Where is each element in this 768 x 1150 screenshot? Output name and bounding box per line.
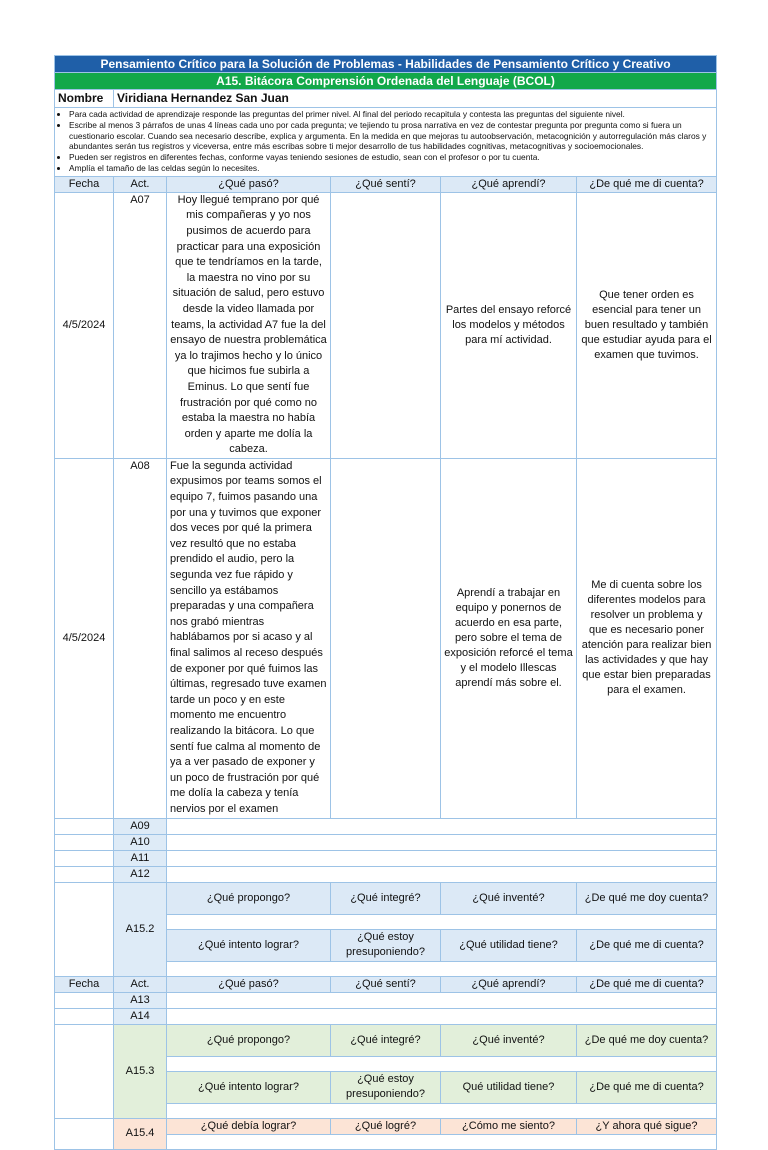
row-activity: A10	[114, 834, 167, 850]
table-row	[55, 1118, 717, 1134]
block-activity: A15.4	[114, 1118, 167, 1149]
row-date[interactable]	[55, 1008, 114, 1024]
question-cell: ¿Qué propongo?	[167, 882, 331, 914]
table-row	[55, 850, 717, 866]
answer-area[interactable]	[167, 1103, 717, 1118]
question-cell: ¿Cómo me siento?	[441, 1118, 577, 1134]
row-date[interactable]	[55, 866, 114, 882]
header-act: Act.	[114, 176, 167, 192]
row-date[interactable]	[55, 992, 114, 1008]
header-act: Act.	[114, 976, 167, 992]
row-activity: A12	[114, 866, 167, 882]
name-label: Nombre	[55, 90, 114, 108]
log-table	[54, 55, 717, 1150]
row-date[interactable]	[55, 834, 114, 850]
name-value[interactable]: Viridiana Hernandez San Juan	[114, 90, 717, 108]
instruction-item: • Pueden ser registros en diferentes fechas, conforme vayas teniendo sesiones de estudio, sean con el profesor o por tu cuenta.	[69, 152, 713, 163]
row-de-que-me-di-cuenta[interactable]: Me di cuenta sobre los diferentes modelos para resolver un problema y que es necesario poner atención para realizar bien las actividades y que hay que estar bien preparadas para el examen.	[577, 458, 717, 818]
question-cell: ¿Qué integré?	[331, 1024, 441, 1056]
question-cell: ¿De qué me doy cuenta?	[577, 882, 717, 914]
question-cell: ¿De qué me di cuenta?	[577, 1071, 717, 1103]
row-date[interactable]: 4/5/2024	[55, 458, 114, 818]
header-de-que-me-di-cuenta: ¿De qué me di cuenta?	[577, 976, 717, 992]
question-cell: ¿Qué intento lograr?	[167, 1071, 331, 1103]
row-content[interactable]	[167, 992, 717, 1008]
row-activity: A13	[114, 992, 167, 1008]
row-activity: A09	[114, 818, 167, 834]
table-row	[55, 834, 717, 850]
header-que-paso: ¿Qué pasó?	[167, 176, 331, 192]
block-date[interactable]	[55, 882, 114, 976]
row-activity: A08	[114, 458, 167, 818]
block-activity: A15.2	[114, 882, 167, 976]
row-content[interactable]	[167, 818, 717, 834]
question-cell: ¿Qué logré?	[331, 1118, 441, 1134]
header-que-paso: ¿Qué pasó?	[167, 976, 331, 992]
row-activity: A11	[114, 850, 167, 866]
row-date[interactable]: 4/5/2024	[55, 192, 114, 458]
header-de-que-me-di-cuenta: ¿De qué me di cuenta?	[577, 176, 717, 192]
row-que-senti-empty[interactable]	[331, 192, 441, 458]
question-cell: ¿Qué propongo?	[167, 1024, 331, 1056]
question-cell: ¿Qué intento lograr?	[167, 929, 331, 961]
table-row	[55, 192, 717, 458]
instruction-item: • Para cada actividad de aprendizaje responde las preguntas del primer nivel. Al final del periodo recapitula y contesta las preguntas del siguiente nivel.	[69, 109, 713, 120]
header-fecha: Fecha	[55, 976, 114, 992]
question-cell: ¿Qué inventé?	[441, 882, 577, 914]
block-date[interactable]	[55, 1024, 114, 1118]
row-date[interactable]	[55, 850, 114, 866]
table-row	[55, 882, 717, 914]
row-de-que-me-di-cuenta[interactable]: Que tener orden es esencial para tener un buen resultado y también que estudiar ayuda para el examen que tuvimos.	[577, 192, 717, 458]
table-row	[55, 818, 717, 834]
row-content[interactable]	[167, 866, 717, 882]
answer-area[interactable]	[167, 914, 717, 929]
question-cell: ¿Qué utilidad tiene?	[441, 929, 577, 961]
row-que-senti-empty[interactable]	[331, 458, 441, 818]
table-row	[55, 458, 717, 818]
table-row	[55, 992, 717, 1008]
row-content[interactable]	[167, 834, 717, 850]
question-cell: ¿De qué me doy cuenta?	[577, 1024, 717, 1056]
block-date[interactable]	[55, 1118, 114, 1149]
row-activity: A14	[114, 1008, 167, 1024]
instructions	[55, 108, 717, 177]
instruction-item: • Escribe al menos 3 párrafos de unas 4 líneas cada uno por cada pregunta; ve tejiendo tu prosa narrativa en vez de contestar pregunta por pregunta como si fuera un cuestionario escolar. Cuando sea necesario describe, explica y argumenta. En la medida en que mejoras tu autoobservación, metacognición y autorregulación más claros y abundantes serán tus registros y viceversa, entre más escribas sobre ti mejor desarrollo de tus habilidades cognitivas, metacognitivas y socioemocionales.	[69, 120, 713, 152]
page-title: Pensamiento Crítico para la Solución de Problemas - Habilidades de Pensamiento Crítico y Creativo	[55, 56, 717, 73]
header-fecha: Fecha	[55, 176, 114, 192]
answer-area[interactable]	[167, 961, 717, 976]
answer-area[interactable]	[167, 1134, 717, 1149]
answer-area[interactable]	[167, 1056, 717, 1071]
header-que-aprendi: ¿Qué aprendí?	[441, 976, 577, 992]
question-cell: ¿Qué debía lograr?	[167, 1118, 331, 1134]
table-row	[55, 866, 717, 882]
header-que-senti: ¿Qué sentí?	[331, 176, 441, 192]
question-cell: ¿Qué inventé?	[441, 1024, 577, 1056]
row-que-paso[interactable]: Fue la segunda actividad expusimos por teams somos el equipo 7, fuimos pasando una por una y tuvimos que exponer dos veces por qué la primera vez resultó que no estaba prendido el audio, pero la segunda vez fue rápido y sencillo ya estábamos preparadas y una compañera nos grabó mientras hablábamos por si acaso y al final salimos al receso después de exponer por qué fuimos las últimas, regresado tuve examen tarde un poco y en este momento me encuentro realizando la bitácora. Lo que sentí fue calma al momento de ya a ver pasado de exponer y un poco de frustración por qué me dolía la cabeza y tenía nervios por el examen	[167, 458, 331, 818]
header-que-senti: ¿Qué sentí?	[331, 976, 441, 992]
question-cell: Qué utilidad tiene?	[441, 1071, 577, 1103]
header-que-aprendi: ¿Qué aprendí?	[441, 176, 577, 192]
question-cell: ¿Qué estoy presuponiendo?	[331, 1071, 441, 1103]
question-cell: ¿Qué integré?	[331, 882, 441, 914]
question-cell: ¿De qué me di cuenta?	[577, 929, 717, 961]
table-row	[55, 1008, 717, 1024]
row-content[interactable]	[167, 850, 717, 866]
question-cell: ¿Qué estoy presuponiendo?	[331, 929, 441, 961]
page-subtitle: A15. Bitácora Comprensión Ordenada del Lenguaje (BCOL)	[55, 73, 717, 90]
row-date[interactable]	[55, 818, 114, 834]
row-content[interactable]	[167, 1008, 717, 1024]
row-que-aprendi[interactable]: Partes del ensayo reforcé los modelos y métodos para mí actividad.	[441, 192, 577, 458]
question-cell: ¿Y ahora qué sigue?	[577, 1118, 717, 1134]
instruction-item: • Amplía el tamaño de las celdas según lo necesites.	[69, 163, 713, 174]
row-que-paso[interactable]: Hoy llegué temprano por qué mis compañeras y yo nos pusimos de acuerdo para practicar para una exposición que te tendríamos en la tarde, la maestra no vino por su situación de salud, pero estuvo desde la video llamada por teams, la actividad A7 fue la del ensayo de nuestra problemática ya lo trajimos hecho y lo único que hicimos fue subirla a Eminus. Lo que sentí fue frustración por qué como no estaba la maestra no había orden y aparte me dolía la cabeza.	[167, 192, 331, 458]
table-row	[55, 1024, 717, 1056]
block-activity: A15.3	[114, 1024, 167, 1118]
row-activity: A07	[114, 192, 167, 458]
row-que-aprendi[interactable]: Aprendí a trabajar en equipo y ponernos de acuerdo en esa parte, pero sobre el tema de exposición reforcé el tema y el modelo Illescas aprendí más sobre el.	[441, 458, 577, 818]
log-sheet	[54, 55, 716, 1150]
